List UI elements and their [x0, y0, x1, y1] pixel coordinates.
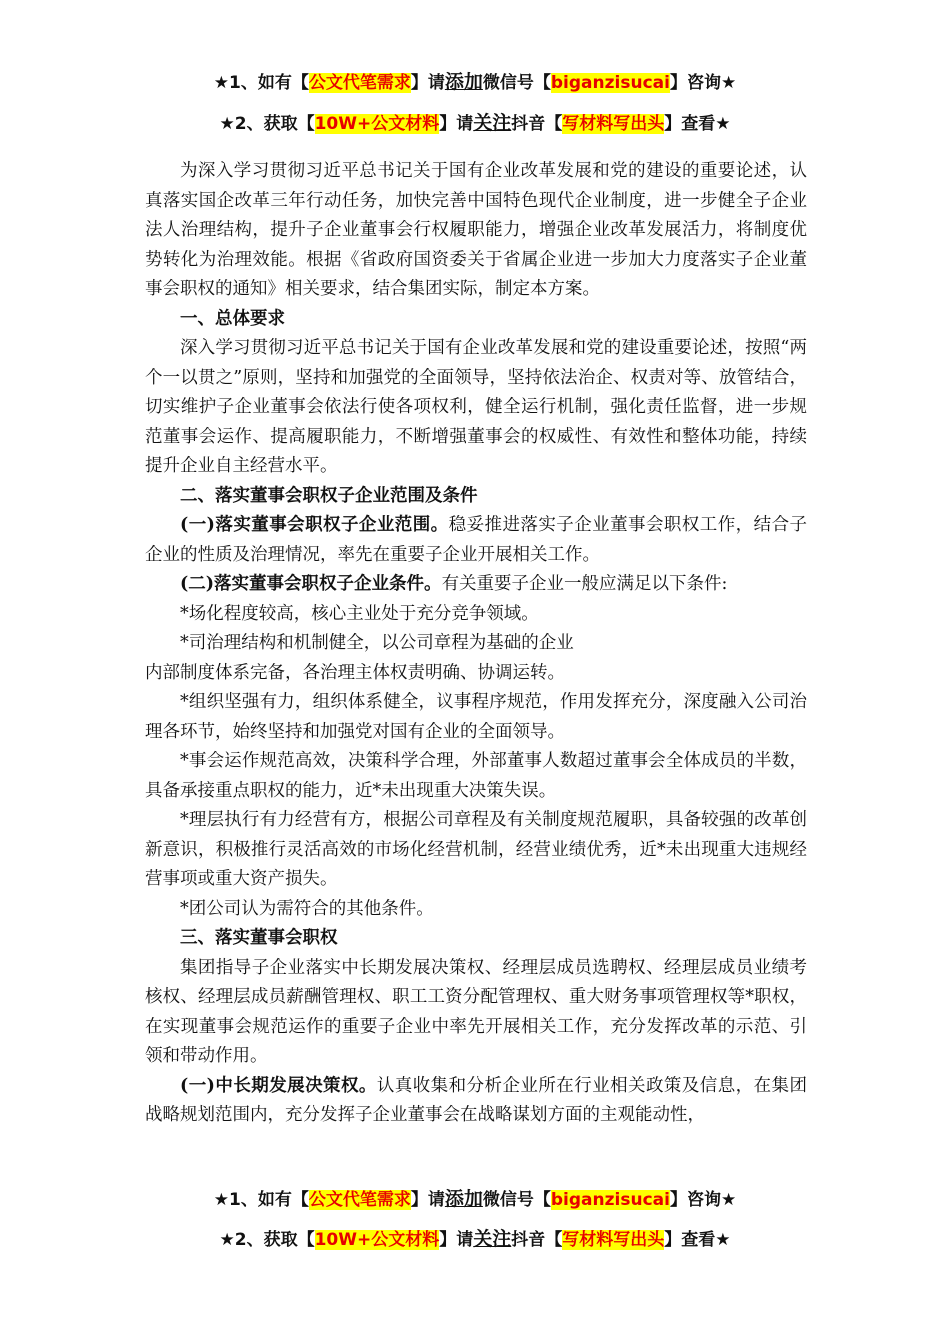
promo-text: 抖音【: [511, 114, 563, 134]
promo-text: 微信号【: [482, 1190, 551, 1210]
paragraph-long-term-decision: (一)中长期发展决策权。认真收集和分析企业所在行业相关政策及信息，在集团战略规划范围内，充分发挥子企业董事会在战略谋划方面的主观能动性，: [145, 1075, 808, 1125]
promo-line-1-bottom: [0, 1188, 950, 1211]
promo-line-1: [0, 71, 950, 94]
document-body: [145, 157, 807, 1131]
promo-underline: 添加: [444, 1188, 483, 1210]
promo-line-2-bottom: [0, 1228, 950, 1251]
promo-text: 】请: [410, 73, 445, 93]
heading-scope-conditions: 二、落实董事会职权子企业范围及条件: [180, 485, 478, 506]
promo-highlight: 写材料写出头: [562, 114, 665, 134]
condition-item: *组织坚强有力，组织体系健全，议事程序规范，作用发挥充分，深度融入公司治理各环节，始终坚持和加强党对国有企业的全面领导。: [145, 692, 807, 742]
condition-item: *场化程度较高，核心主业处于充分竞争领域。: [180, 603, 539, 624]
promo-text: 】咨询★: [669, 73, 737, 93]
condition-item: *理层执行有力经营有方，根据公司章程及有关制度规范履职，具备较强的改革创新意识，积极推行灵活高效的市场化经营机制，经营业绩优秀，近*未出现重大违规经营事项或重大资产损失。: [145, 810, 807, 889]
promo-text: 】请: [439, 1230, 474, 1250]
paragraph-overall: 深入学习贯彻习近平总书记关于国有企业改革发展和党的建设重要论述，按照“两个一以贯之”原则，坚持和加强党的全面领导，坚持依法治企、权责对等、放管结合，切实维护子企业董事会依法行使各项权利，健全运行机制，强化责任监督，进一步规范董事会运作、提高履职能力，不断增强董事会的权威性、有效性和整体功能，持续提升企业自主经营水平。: [145, 338, 807, 476]
promo-text: 】请: [410, 1190, 445, 1210]
promo-highlight: biganzisucai: [550, 1190, 670, 1210]
condition-item: *司治理结构和机制健全，以公司章程为基础的企业: [180, 633, 574, 653]
promo-text: 微信号【: [482, 73, 551, 93]
promo-underline: 关注: [473, 112, 512, 134]
paragraph-conditions: (二)落实董事会职权子企业条件。有关重要子企业一般应满足以下条件:: [180, 574, 728, 594]
promo-line-2: [0, 112, 950, 135]
promo-highlight: 10W+公文材料: [314, 1230, 440, 1250]
paragraph-board-powers: 集团指导子企业落实中长期发展决策权、经理层成员选聘权、经理层成员业绩考核权、经理层成员薪酬管理权、职工工资分配管理权、重大财务事项管理权等*职权，在实现董事会规范运作的重要子企业中率先开展相关工作，充分发挥改革的示范、引领和带动作用。: [145, 957, 807, 1066]
promo-underline: 添加: [444, 71, 483, 93]
promo-highlight: 公文代笔需求: [308, 1190, 411, 1210]
promo-text: ★1、如有【: [213, 1190, 309, 1210]
promo-text: 】请: [439, 114, 474, 134]
promo-text: ★2、获取【: [219, 114, 315, 134]
heading-board-powers: 三、落实董事会职权: [180, 928, 338, 948]
condition-item-continued: 内部制度体系完备，各治理主体权责明确、协调运转。: [145, 662, 565, 683]
promo-highlight: 公文代笔需求: [308, 73, 411, 93]
promo-text: 】咨询★: [669, 1190, 737, 1210]
paragraph-scope: (一)落实董事会职权子企业范围。稳妥推进落实子企业董事会职权工作，结合子企业的性质及治理情况，率先在重要子企业开展相关工作。: [145, 515, 808, 565]
promo-text: ★1、如有【: [213, 73, 309, 93]
promo-text: 】查看★: [664, 1230, 731, 1250]
promo-underline: 关注: [473, 1228, 512, 1250]
paragraph-intro: 为深入学习贯彻习近平总书记关于国有企业改革发展和党的建设的重要论述，认真落实国企改革三年行动任务，加快完善中国特色现代企业制度，进一步健全子企业法人治理结构，提升子企业董事会行权履职能力，增强企业改革发展活力，将制度优势转化为治理效能。根据《省政府国资委关于省属企业进一步加大力度落实子企业董事会职权的通知》相关要求，结合集团实际，制定本方案。: [145, 161, 807, 299]
promo-text: 】查看★: [664, 114, 731, 134]
condition-item: *事会运作规范高效，决策科学合理，外部董事人数超过董事会全体成员的半数，具备承接重点职权的能力，近*未出现重大决策失误。: [145, 751, 807, 801]
condition-item: *团公司认为需符合的其他条件。: [180, 898, 434, 919]
promo-highlight: biganzisucai: [550, 73, 670, 93]
heading-overall-requirements: 一、总体要求: [180, 308, 285, 329]
promo-highlight: 写材料写出头: [562, 1230, 665, 1250]
promo-text: ★2、获取【: [219, 1230, 315, 1250]
promo-highlight: 10W+公文材料: [314, 114, 440, 134]
promo-text: 抖音【: [511, 1230, 563, 1250]
